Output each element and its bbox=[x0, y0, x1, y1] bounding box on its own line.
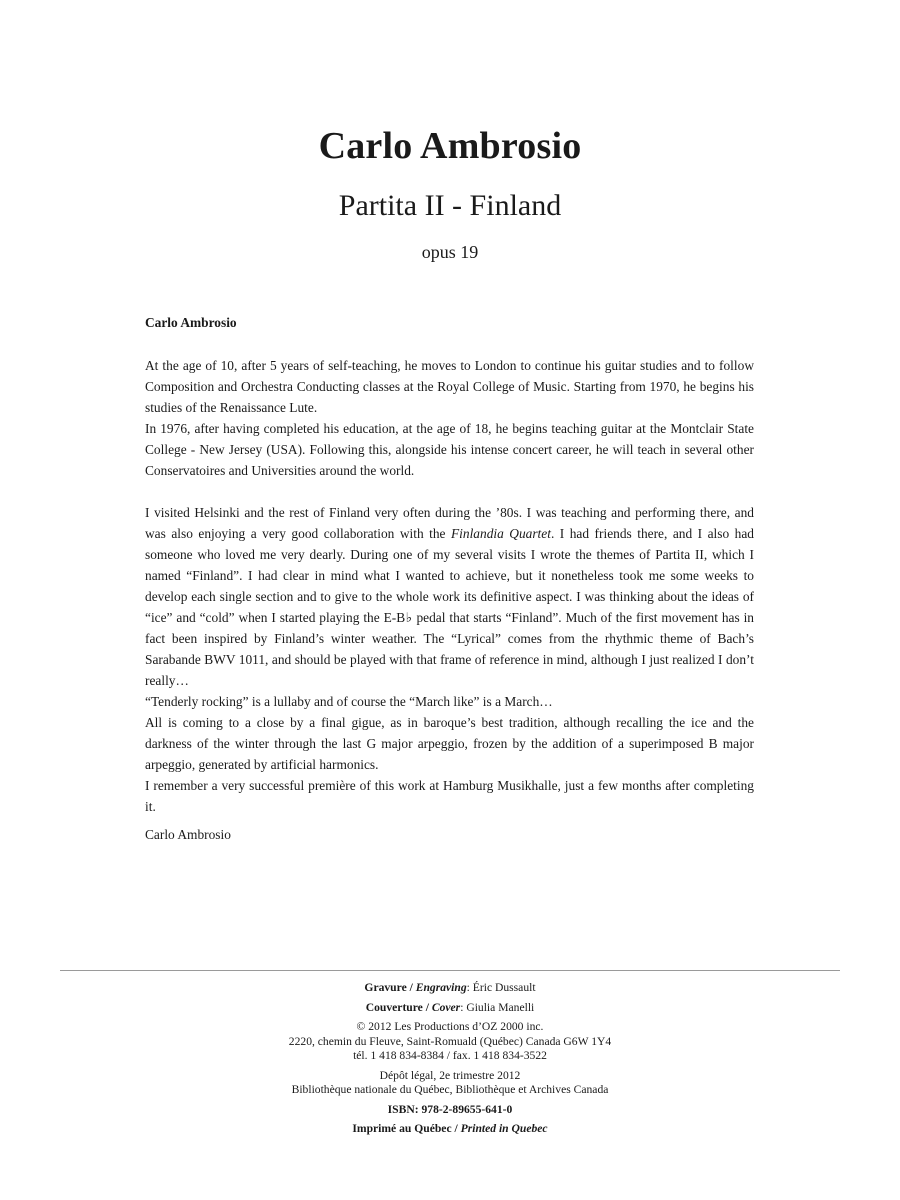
bio-paragraph: In 1976, after having completed his education, at the age of 18, he begins teaching guitar at the Montclair State College - New Jersey (USA). Following this, alongside his intense concert career, he will teach in several other Conservatoires and Universities around the world. bbox=[145, 421, 754, 478]
work-title: Partita II - Finland bbox=[338, 189, 562, 222]
publisher-phone: tél. 1 418 834-8384 / fax. 1 418 834-3522 bbox=[353, 1049, 547, 1062]
footer-divider bbox=[60, 970, 840, 971]
publisher-address: 2220, chemin du Fleuve, Saint-Romuald (Québec) Canada G6W 1Y4 bbox=[288, 1034, 612, 1048]
bio-paragraph: At the age of 10, after 5 years of self-teaching, he moves to London to continue his guitar studies and to follow Composition and Orchestra Conducting classes at the Royal College of Music. Starting from 1970, he begins his studies of the Renaissance Lute. bbox=[145, 358, 754, 415]
opus-number: opus 19 bbox=[421, 242, 479, 262]
notes-paragraph: All is coming to a close by a final gigue, as in baroque’s best tradition, although recalling the ice and the darkness of the winter through the last G major arpeggio, frozen by the addition of a superimposed B major arpeggio, generated by artificial harmonics. bbox=[145, 715, 754, 772]
notes-text: I visited Helsinki and the rest of Finland very often during the ’80s. I was teaching and performing there, and was also enjoying a very good collaboration with the bbox=[145, 505, 754, 541]
notes-paragraph: “Tenderly rocking” is a lullaby and of course the “March like” is a March… bbox=[145, 694, 553, 709]
engraving-credit: Gravure / Engraving: Éric Dussault bbox=[364, 981, 536, 994]
notes-paragraph bbox=[145, 502, 754, 691]
signature: Carlo Ambrosio bbox=[145, 827, 231, 842]
printed-in: Imprimé au Québec / Printed in Quebec bbox=[352, 1122, 548, 1135]
notes-text: . I had friends there, and I also had someone who loved me very dearly. During one of my several visits I wrote the themes of Partita II, which I named “Finland”. I had clear in mind what I wanted to achieve, but it nonetheless took me some weeks to develop each single section and to give to the whole work its definitive aspect. I was thinking about the ideas of “ice” and “cold” when I started playing the E-B♭ pedal that starts “Finland”. Much of the first movement has in fact been inspired by Finland’s winter weather. The “Lyrical” comes from the rhythmic theme of Bach’s Sarabande BWV 1011, and should be played with that frame of reference in mind, although I just realized I don’t really… bbox=[145, 526, 754, 688]
cover-credit: Couverture / Cover: Giulia Manelli bbox=[365, 1000, 535, 1014]
composer-title: Carlo Ambrosio bbox=[318, 125, 582, 167]
isbn: ISBN: 978-2-89655-641-0 bbox=[387, 1102, 513, 1116]
notes-paragraph: I remember a very successful première of this work at Hamburg Musikhalle, just a few months after completing it. bbox=[145, 778, 754, 814]
credits-block bbox=[200, 981, 700, 1137]
main-text bbox=[145, 312, 754, 845]
library-line: Bibliothèque nationale du Québec, Bibliothèque et Archives Canada bbox=[291, 1083, 609, 1096]
quartet-name: Finlandia Quartet bbox=[450, 526, 551, 541]
bio-heading: Carlo Ambrosio bbox=[145, 315, 237, 330]
copyright-line: © 2012 Les Productions d’OZ 2000 inc. bbox=[356, 1020, 544, 1033]
legal-deposit: Dépôt légal, 2e trimestre 2012 bbox=[379, 1068, 521, 1082]
